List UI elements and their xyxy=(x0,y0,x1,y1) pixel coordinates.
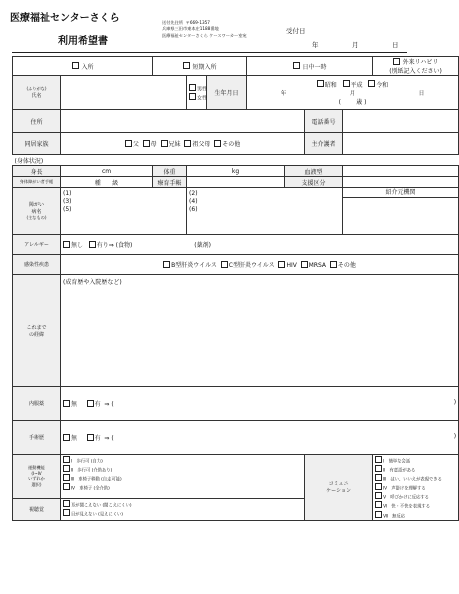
send-address-block xyxy=(162,20,302,39)
weight-field[interactable] xyxy=(187,166,285,177)
name-label-cell xyxy=(13,76,61,110)
support-level-field[interactable] xyxy=(343,177,459,188)
communication-label-1: コミュニ xyxy=(328,481,349,488)
allergy-none: 無し xyxy=(71,242,84,249)
comm-option-5: Ⅴ 呼びかけに反応する xyxy=(383,495,429,501)
checkbox-mrsa[interactable] xyxy=(301,261,308,268)
address-row xyxy=(13,110,459,133)
checkbox-comm-4[interactable] xyxy=(375,483,382,490)
vision-option-2: 目が見えない (見えにくい) xyxy=(71,512,123,518)
surgery-label: 手術歴 xyxy=(13,421,61,455)
checkbox-comm-1[interactable] xyxy=(375,456,382,463)
motor-label-3: いずれか xyxy=(28,475,45,481)
comm-option-3: Ⅲ はい、いいえが表現できる xyxy=(383,477,442,483)
infection-label: 感染性疾患 xyxy=(13,255,61,275)
birth-day-unit: 日 xyxy=(418,90,425,97)
height-field[interactable] xyxy=(61,166,153,177)
disability-list-right[interactable] xyxy=(187,188,343,235)
address-label: 住所 xyxy=(13,110,61,133)
comm-option-4: Ⅳ 声掛けを理解する xyxy=(383,486,426,492)
application-form-table xyxy=(12,56,459,521)
phone-label: 電話番号 xyxy=(305,110,343,133)
checkbox-motor-1[interactable] xyxy=(63,456,70,463)
received-day: 日 xyxy=(392,41,399,49)
received-year: 年 xyxy=(312,41,319,49)
caregiver-label: 主介護者 xyxy=(305,133,343,155)
motor-row xyxy=(13,455,459,499)
height-label: 身長 xyxy=(13,166,61,177)
received-month: 月 xyxy=(352,41,359,49)
disability-list-left[interactable] xyxy=(61,188,187,235)
communication-label-2: ケーション xyxy=(326,488,351,495)
outpatient-note: (別紙記入ください) xyxy=(389,68,442,75)
checkbox-comm-2[interactable] xyxy=(375,465,382,472)
height-weight-row xyxy=(13,166,459,177)
checkbox-comm-3[interactable] xyxy=(375,474,382,481)
checkbox-mother[interactable] xyxy=(143,140,150,147)
disability-label-cell xyxy=(13,188,61,235)
birth-date-field[interactable] xyxy=(247,76,459,110)
motor-label-1: 運動機能 xyxy=(28,464,45,470)
era-heisei: 平成 xyxy=(350,81,363,89)
checkbox-sibling[interactable] xyxy=(161,140,168,147)
checkbox-reiwa[interactable] xyxy=(368,80,375,87)
disability-row xyxy=(13,188,459,235)
name-label: 氏名 xyxy=(31,93,42,99)
blood-type-field[interactable] xyxy=(343,166,459,177)
female-label: 女性 xyxy=(197,95,208,101)
disability-label-1: 障がい xyxy=(28,202,44,208)
surgery-close: ) xyxy=(453,433,457,440)
birth-year-unit: 年 xyxy=(280,90,287,97)
form-title: 利用希望書 xyxy=(58,36,108,47)
history-field[interactable] xyxy=(61,275,459,387)
checkbox-comm-6[interactable] xyxy=(375,501,382,508)
checkbox-outpatient-rehab[interactable] xyxy=(393,58,400,65)
comm-option-7: Ⅶ 無反応 xyxy=(383,514,406,520)
address-field[interactable] xyxy=(61,110,305,133)
communication-label-cell xyxy=(305,455,373,521)
send-recipient: 医療福祉センターさくら ケースワーカー室宛 xyxy=(162,32,247,38)
surgery-yes: 有 xyxy=(94,435,101,442)
checkbox-comm-7[interactable] xyxy=(375,511,382,518)
support-level-label: 支援区分 xyxy=(285,177,343,188)
disability-6: (6) xyxy=(189,206,198,213)
handbook-grade-field[interactable] xyxy=(61,177,153,188)
motor-option-4: Ⅳ 車椅子 (全介助) xyxy=(71,486,110,492)
send-label: 送付先住所 xyxy=(162,20,183,25)
grade-level: 級 xyxy=(112,179,119,187)
checkbox-day-temp[interactable] xyxy=(293,62,300,69)
checkbox-comm-5[interactable] xyxy=(375,492,382,499)
infection-options xyxy=(61,255,459,275)
medicine-arrow: ⇒ ( xyxy=(104,401,114,408)
checkbox-hiv[interactable] xyxy=(278,261,285,268)
service-day-temp[interactable] xyxy=(247,57,373,76)
age-close: 歳 ) xyxy=(356,98,367,106)
referral-label: 紹介元機関 xyxy=(343,188,458,198)
org-name: 医療福祉センターさくら xyxy=(10,13,120,24)
history-label-2: の経緯 xyxy=(28,331,44,338)
send-address: 兵庫県三田市東本庄1188番地 xyxy=(162,26,219,32)
history-note: (成育歴や入院歴など) xyxy=(63,279,122,286)
family-grandparent: 祖父母 xyxy=(192,141,211,148)
disability-label-3: (主なもの) xyxy=(26,215,47,220)
grade-kind: 種 xyxy=(94,179,101,187)
checkbox-heisei[interactable] xyxy=(343,80,350,87)
birth-month-unit: 月 xyxy=(349,90,356,97)
outpatient-rehab-label: 外来リハビリ xyxy=(402,59,439,66)
family-father: 父 xyxy=(132,141,139,148)
infection-row xyxy=(13,255,459,275)
medicine-row xyxy=(13,387,459,421)
motor-options xyxy=(61,455,305,499)
era-reiwa: 令和 xyxy=(376,81,389,89)
checkbox-surgery-none[interactable] xyxy=(63,434,70,441)
birth-label: 生年月日 xyxy=(207,76,247,110)
name-row xyxy=(13,76,459,110)
checkbox-medicine-none[interactable] xyxy=(63,400,70,407)
weight-unit: kg xyxy=(231,167,240,175)
checkbox-male[interactable] xyxy=(189,84,196,91)
service-admission[interactable] xyxy=(13,57,153,76)
family-mother: 母 xyxy=(150,141,157,148)
checkbox-allergy-none[interactable] xyxy=(63,241,70,248)
motor-label-cell xyxy=(13,455,61,499)
checkbox-motor-4[interactable] xyxy=(63,483,70,490)
allergy-food: 有り⇒ (食物) xyxy=(96,242,133,249)
referral-cell[interactable] xyxy=(343,188,459,235)
motor-label-2: (Ⅰ~Ⅳ xyxy=(31,470,42,476)
disability-5: (5) xyxy=(63,206,72,213)
vision-label: 視聴覚 xyxy=(13,498,61,520)
history-label-cell xyxy=(13,275,61,387)
checkbox-surgery-yes[interactable] xyxy=(87,434,94,441)
surgery-none: 無 xyxy=(71,435,78,442)
checkbox-medicine-yes[interactable] xyxy=(87,400,94,407)
checkbox-showa[interactable] xyxy=(317,80,324,87)
vision-option-1: 耳が聞こえない (聞こえにくい) xyxy=(71,503,132,509)
checkbox-family-other[interactable] xyxy=(214,140,221,147)
surgery-options xyxy=(61,421,459,455)
medicine-close: ) xyxy=(453,399,457,406)
infection-hiv: HIV xyxy=(286,262,297,269)
rehab-handbook-label: 療育手帳 xyxy=(153,177,187,188)
service-type-row xyxy=(13,57,459,76)
medicine-label: 内服薬 xyxy=(13,387,61,421)
checkbox-vision-hearing[interactable] xyxy=(63,500,70,507)
received-date-label: 受付日 xyxy=(286,27,306,35)
disability-label-2: 病名 xyxy=(31,209,42,215)
male-label: 男性 xyxy=(197,86,208,93)
checkbox-female[interactable] xyxy=(189,93,196,100)
height-unit: cm xyxy=(101,167,112,175)
family-sibling: 兄妹 xyxy=(168,141,181,148)
family-options xyxy=(61,133,305,155)
name-field[interactable] xyxy=(61,76,187,110)
checkbox-motor-2[interactable] xyxy=(63,465,70,472)
family-other: その他 xyxy=(222,141,241,148)
disability-1: (1) xyxy=(63,190,72,197)
body-status-header-row xyxy=(13,155,459,166)
checkbox-allergy-yes[interactable] xyxy=(89,241,96,248)
header-underline xyxy=(12,52,407,53)
checkbox-father[interactable] xyxy=(125,140,132,147)
surgery-arrow: ⇒ ( xyxy=(104,435,114,442)
comm-option-1: Ⅰ 簡単な会話 xyxy=(383,459,411,465)
postal-code: 〒669-1357 xyxy=(185,20,210,25)
infection-mrsa: MRSA xyxy=(308,262,327,269)
surgery-row xyxy=(13,421,459,455)
body-status-label: (身体状況) xyxy=(13,155,459,166)
service-short-stay[interactable] xyxy=(153,57,247,76)
checkbox-motor-3[interactable] xyxy=(63,474,70,481)
day-temp-label: 日中一時 xyxy=(302,63,327,71)
furigana-label: (ふりがな) xyxy=(26,86,47,91)
communication-options xyxy=(373,455,459,521)
comm-option-6: Ⅵ 快・不快を表現する xyxy=(383,504,430,510)
handbook-label: 身体障がい者手帳 xyxy=(13,177,61,188)
allergy-label: アレルギー xyxy=(13,235,61,255)
checkbox-hepatitis-b[interactable] xyxy=(163,261,170,268)
disability-3: (3) xyxy=(63,198,72,205)
allergy-row xyxy=(13,235,459,255)
comm-option-2: Ⅱ 有意語がある xyxy=(383,468,416,474)
medicine-options xyxy=(61,387,459,421)
service-outpatient-rehab[interactable] xyxy=(373,57,459,76)
motor-option-3: Ⅲ 車椅子移動 (自走可能) xyxy=(71,477,122,483)
blood-type-label: 血液型 xyxy=(285,166,343,177)
motor-option-1: Ⅰ 歩行可 (自力) xyxy=(71,459,103,465)
checkbox-vision-sight[interactable] xyxy=(63,509,70,516)
checkbox-infection-other[interactable] xyxy=(330,261,337,268)
rehab-handbook-field[interactable] xyxy=(187,177,285,188)
family-row xyxy=(13,133,459,155)
phone-field[interactable] xyxy=(343,110,459,133)
handbook-row xyxy=(13,177,459,188)
history-label-1: これまで xyxy=(26,324,47,331)
short-stay-label: 短期入所 xyxy=(192,63,217,71)
allergy-options xyxy=(61,235,459,255)
checkbox-grandparent[interactable] xyxy=(184,140,191,147)
infection-other: その他 xyxy=(337,262,356,269)
infection-hepatitis-b: B型肝炎ウイルス xyxy=(171,262,217,269)
sex-cell xyxy=(187,76,207,110)
allergy-drug: (薬剤) xyxy=(194,242,211,249)
history-row xyxy=(13,275,459,387)
checkbox-hepatitis-c[interactable] xyxy=(221,261,228,268)
medicine-none: 無 xyxy=(71,401,78,408)
vision-options xyxy=(61,498,305,520)
caregiver-field[interactable] xyxy=(343,133,459,155)
weight-label: 体重 xyxy=(153,166,187,177)
motor-label-4: 選択) xyxy=(31,481,42,487)
checkbox-admission[interactable] xyxy=(72,62,79,69)
family-label: 同居家族 xyxy=(13,133,61,155)
disability-4: (4) xyxy=(189,198,198,205)
checkbox-short-stay[interactable] xyxy=(183,62,190,69)
motor-option-2: Ⅱ 歩行可 (介助あり) xyxy=(71,468,113,474)
medicine-yes: 有 xyxy=(94,401,101,408)
era-showa: 昭和 xyxy=(324,81,337,89)
age-open: ( xyxy=(338,98,341,106)
disability-2: (2) xyxy=(189,190,198,197)
infection-hepatitis-c: C型肝炎ウイルス xyxy=(228,262,275,269)
admission-label: 入所 xyxy=(81,63,94,71)
